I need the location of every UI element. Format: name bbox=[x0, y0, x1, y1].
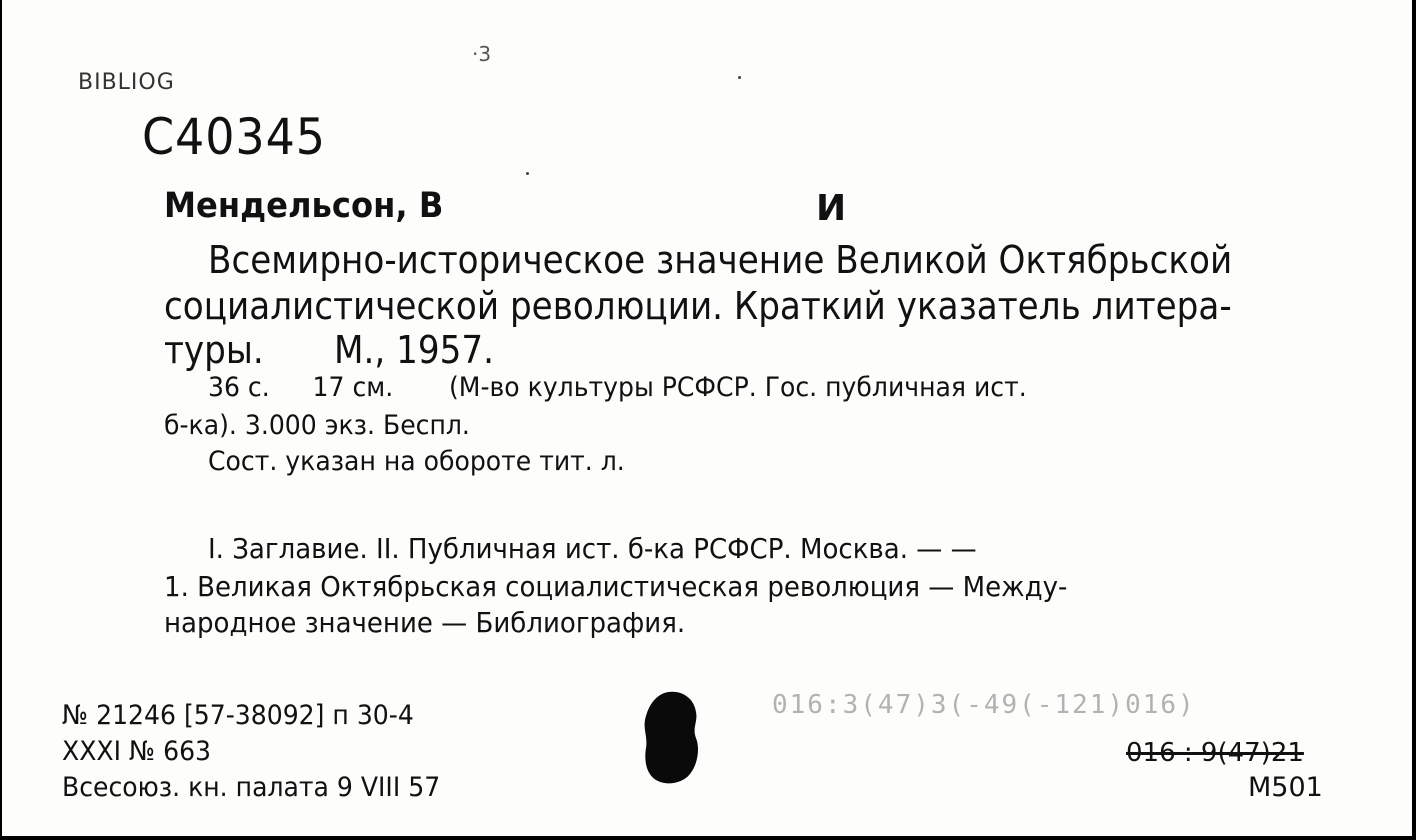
subject-line-1: I. Заглавие. II. Публичная ист. б-ка РСФСР. Москва. — — bbox=[208, 532, 977, 565]
imprint-line-1 bbox=[208, 372, 1027, 403]
title-line-1: Всемирно-историческое значение Великой Октябрьской bbox=[208, 238, 1233, 282]
ink-blot bbox=[638, 688, 702, 788]
card-size: 17 см. bbox=[312, 372, 394, 403]
page-count: 36 с. bbox=[208, 372, 270, 403]
title-end: туры. bbox=[164, 328, 264, 372]
udc-code: 016 : 9(47)21 bbox=[1126, 738, 1304, 768]
subject-line-3: народное значение — Библиография. bbox=[164, 606, 686, 639]
ink-speck bbox=[738, 76, 741, 79]
call-number: С40345 bbox=[142, 108, 326, 166]
catalog-card bbox=[2, 0, 1412, 836]
stamp-smudge: ·3 bbox=[472, 42, 492, 66]
compiler-note: Сост. указан на обороте тит. л. bbox=[208, 446, 625, 477]
publication-place-year: М., 1957. bbox=[333, 328, 494, 372]
title-line-3 bbox=[164, 328, 494, 372]
registry-number: № 21246 [57-38092] п 30-4 bbox=[62, 700, 414, 731]
chamber-date: Всесоюз. кн. палата 9 VIII 57 bbox=[62, 772, 441, 803]
title-line-2: социалистической революции. Краткий указатель литера- bbox=[164, 284, 1232, 328]
cutter-number: М501 bbox=[1248, 772, 1323, 803]
library-stamp: BIBLIOG bbox=[78, 70, 175, 95]
faded-classification: 016:3(47)3(-49(-121)016) bbox=[772, 690, 1196, 720]
subject-line-2: 1. Великая Октябрьская социалистическая революция — Между- bbox=[164, 570, 1068, 603]
author-name: Мендельсон, В bbox=[164, 186, 444, 226]
author-initial: И bbox=[816, 188, 847, 229]
series-info: (М-во культуры РСФСР. Гос. публичная ист. bbox=[448, 372, 1027, 403]
imprint-line-2: б-ка). 3.000 экз. Беспл. bbox=[164, 410, 470, 441]
ink-speck bbox=[526, 172, 529, 175]
volume-number: XXXI № 663 bbox=[62, 736, 212, 767]
